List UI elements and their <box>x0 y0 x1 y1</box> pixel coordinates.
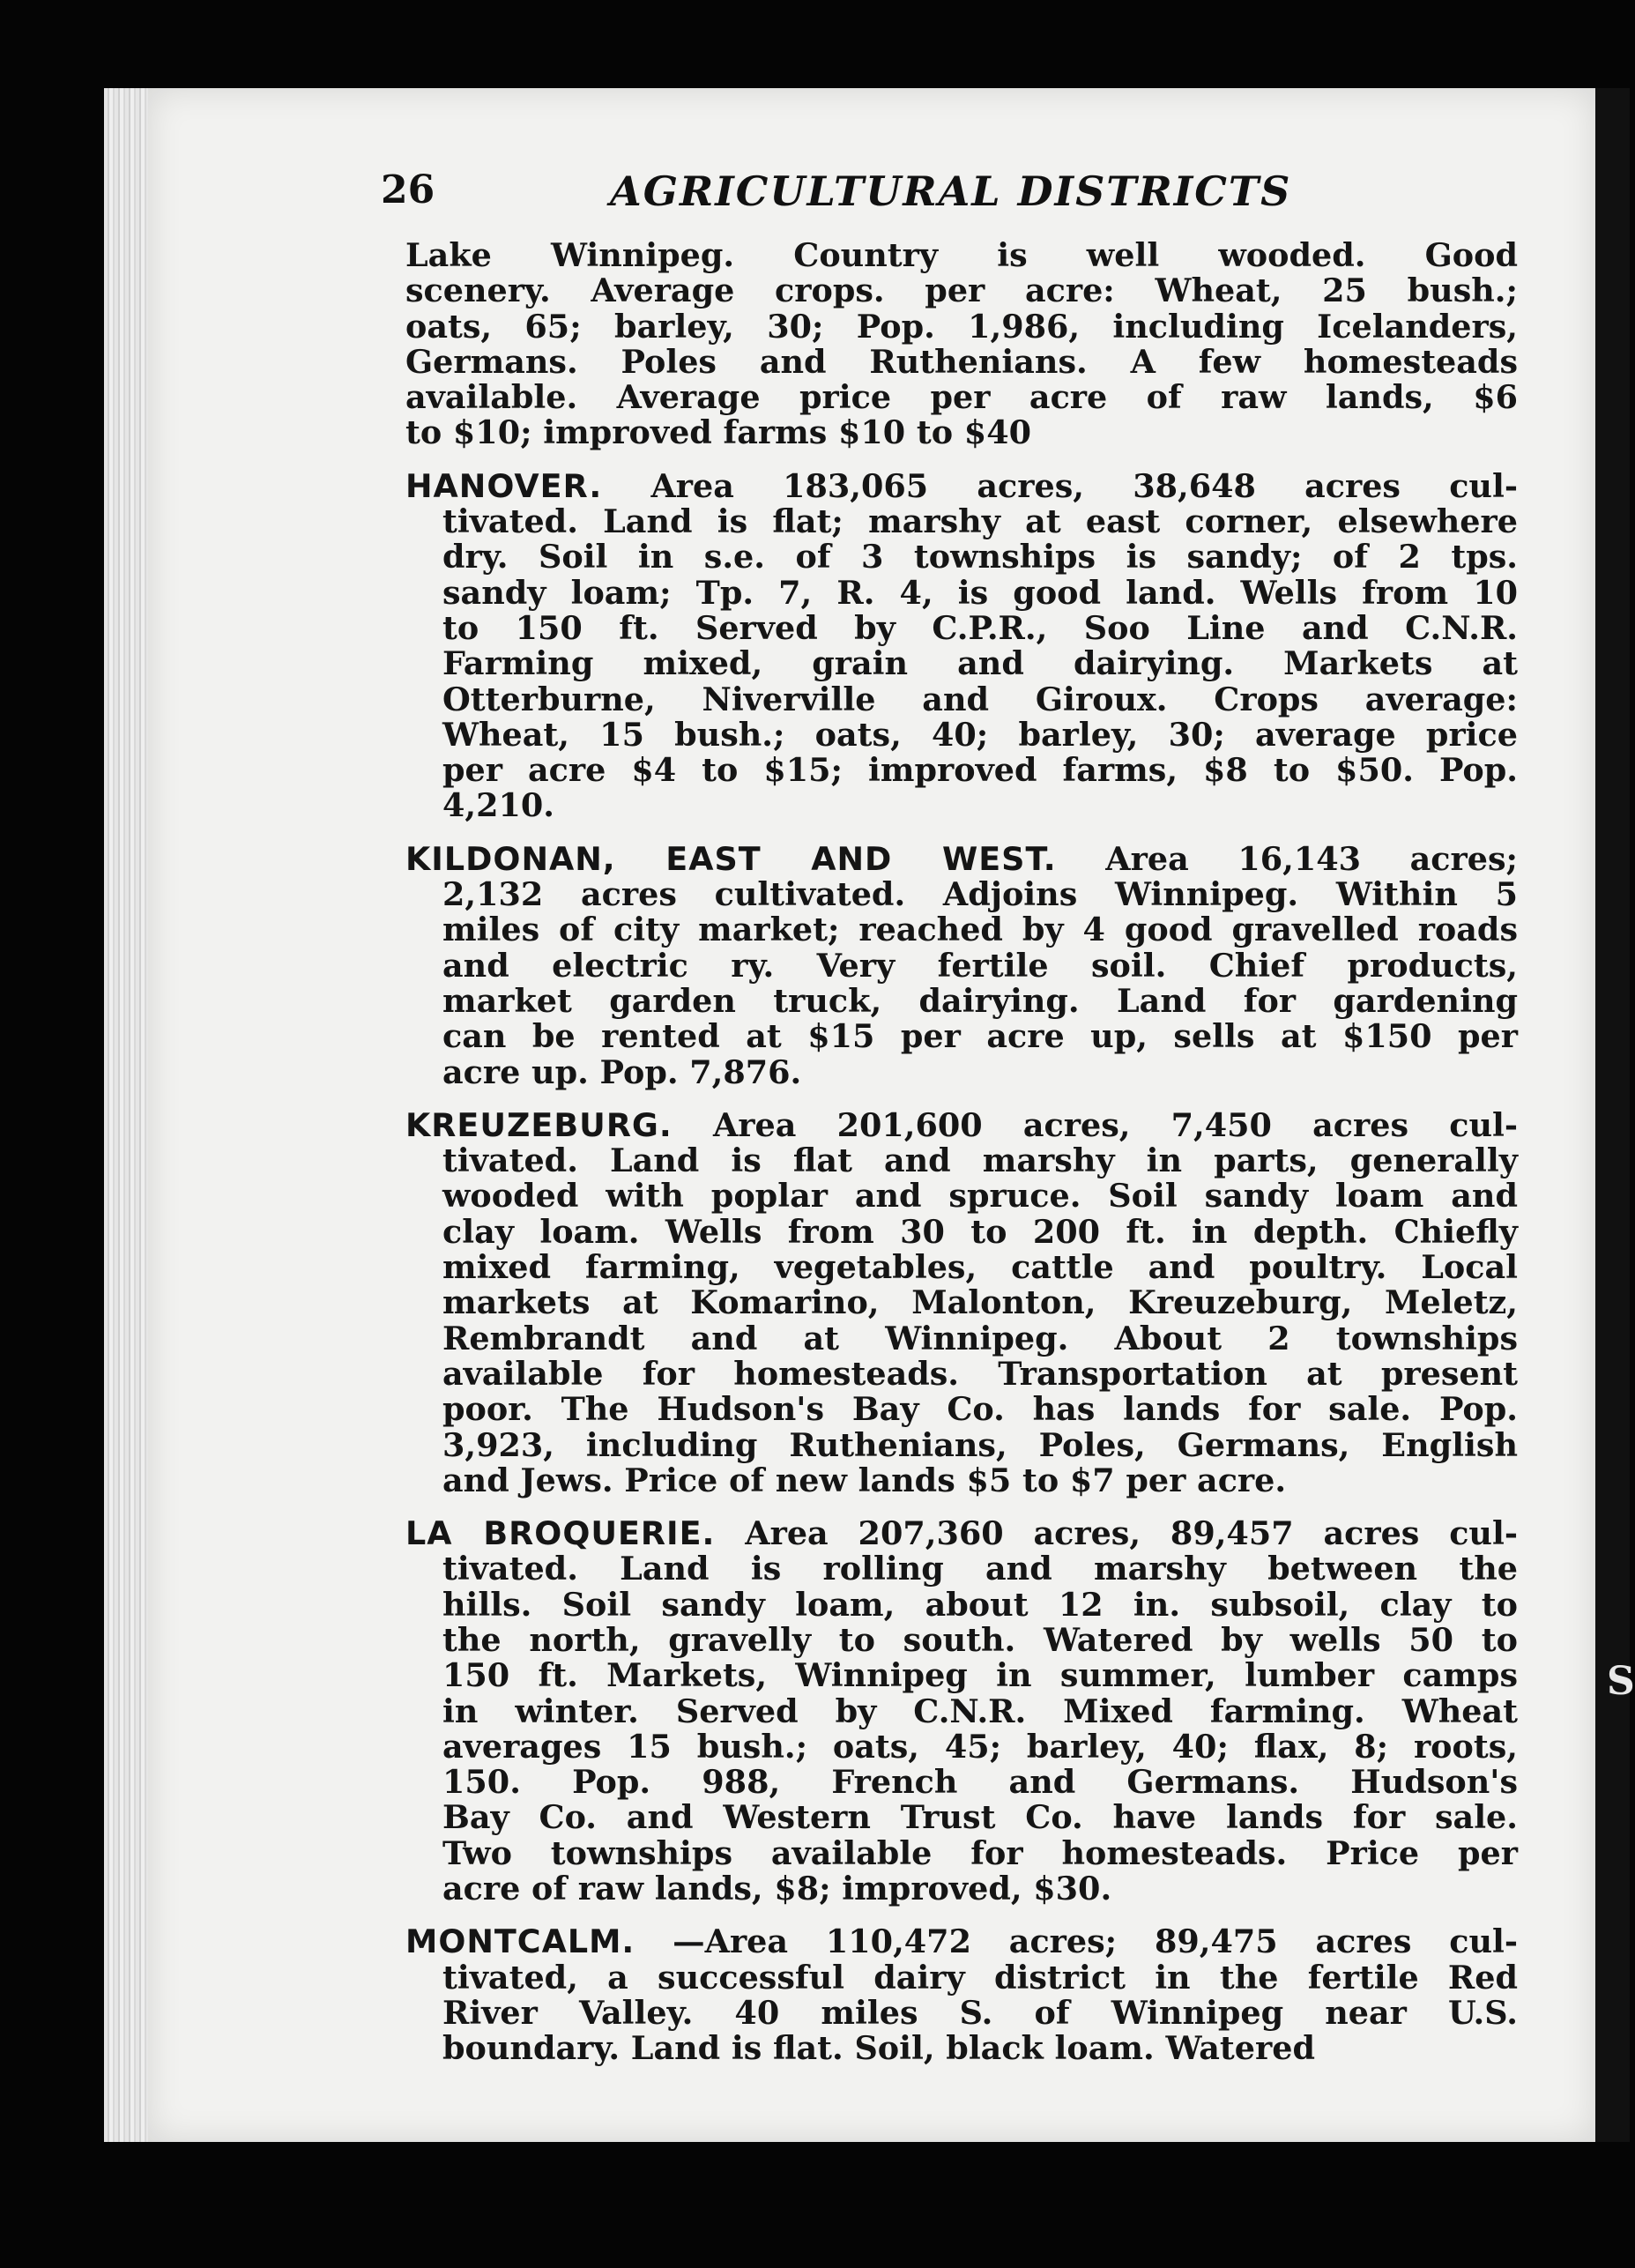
text-line: per acre $4 to $15; improved farms, $8 to $50. Pop. <box>442 751 1518 790</box>
text-line: River Valley. 40 miles S. of Winnipeg near U.S. <box>442 1993 1518 2032</box>
text-line: available for homesteads. Transportation at present <box>442 1354 1518 1393</box>
text-line: Rembrandt and at Winnipeg. About 2 townships <box>442 1319 1518 1357</box>
text-line <box>405 1922 1518 1961</box>
page-header <box>381 167 1315 229</box>
text-line: miles of city market; reached by 4 good gravelled roads <box>442 911 1518 949</box>
film-border-right <box>1595 88 1630 2142</box>
text-line: markets at Komarino, Malonton, Kreuzeburg, Meletz, <box>442 1283 1518 1322</box>
text-line <box>405 466 1518 505</box>
text-line: Germans. Poles and Ruthenians. A few homesteads <box>405 342 1518 381</box>
district-first-line: —Area 110,472 acres; 89,475 acres cul- <box>673 1922 1518 1961</box>
district-first-line: Area 16,143 acres; <box>1105 839 1518 878</box>
text-line: and electric ry. Very fertile soil. Chief products, <box>442 946 1518 985</box>
text-line: 3,923, including Ruthenians, Poles, Germans, English <box>442 1425 1518 1464</box>
text-line: clay loam. Wells from 30 to 200 ft. in depth. Chiefly <box>442 1212 1518 1251</box>
text-line: Farming mixed, grain and dairying. Markets at <box>442 644 1518 683</box>
text-line <box>405 1514 1518 1553</box>
district-entry <box>405 1922 1518 2068</box>
page-number: 26 <box>381 167 435 212</box>
text-line: poor. The Hudson's Bay Co. has lands for sale. Pop. <box>442 1390 1518 1429</box>
text-line: oats, 65; barley, 30; Pop. 1,986, including Icelanders, <box>405 307 1518 346</box>
text-line: tivated. Land is rolling and marshy between the <box>442 1550 1518 1588</box>
district-name: LA BROQUERIE. <box>405 1514 716 1553</box>
text-line: acre up. Pop. 7,876. <box>442 1052 802 1091</box>
text-line: averages 15 bush.; oats, 45; barley, 40; flax, 8; roots, <box>442 1727 1518 1766</box>
text-line: 150. Pop. 988, French and Germans. Hudson's <box>442 1763 1518 1802</box>
text-line: dry. Soil in s.e. of 3 townships is sandy; of 2 tps. <box>442 538 1518 576</box>
text-line: available. Average price per acre of raw lands, $6 <box>405 378 1518 417</box>
text-line: tivated. Land is flat; marshy at east corner, elsewhere <box>442 502 1518 541</box>
text-line: boundary. Land is flat. Soil, black loam. Watered <box>442 2029 1315 2068</box>
text-line: tivated, a successful dairy district in the fertile Red <box>442 1958 1518 1997</box>
text-line: acre of raw lands, $8; improved, $30. <box>442 1870 1112 1908</box>
district-first-line: Area 207,360 acres, 89,457 acres cul- <box>745 1514 1518 1553</box>
district-name: KREUZEBURG. <box>405 1105 673 1144</box>
text-line: sandy loam; Tp. 7, R. 4, is good land. Wells from 10 <box>442 573 1518 612</box>
text-line: 4,210. <box>442 786 555 825</box>
text-line: can be rented at $15 per acre up, sells at $150 per <box>442 1017 1518 1056</box>
district-name: KILDONAN, EAST AND WEST. <box>405 839 1057 878</box>
district-entry <box>405 1514 1518 1908</box>
district-name: HANOVER. <box>405 466 603 505</box>
text-line <box>405 1105 1518 1144</box>
page-body <box>405 238 1518 2085</box>
district-first-line: Area 201,600 acres, 7,450 acres cul- <box>712 1105 1518 1144</box>
text-line: hills. Soil sandy loam, about 12 in. subsoil, clay to <box>442 1585 1518 1624</box>
district-name: MONTCALM. <box>405 1922 635 1961</box>
text-line <box>405 839 1518 878</box>
text-line: 150 ft. Markets, Winnipeg in summer, lumber camps <box>442 1656 1518 1695</box>
text-line: Otterburne, Niverville and Giroux. Crops average: <box>442 680 1518 718</box>
continuation-paragraph <box>405 238 1518 451</box>
text-line: Wheat, 15 bush.; oats, 40; barley, 30; average price <box>442 715 1518 754</box>
running-head: AGRICULTURAL DISTRICTS <box>610 167 1292 215</box>
text-line: in winter. Served by C.N.R. Mixed farming. Wheat <box>442 1692 1518 1730</box>
district-entry <box>405 1105 1518 1499</box>
text-line: and Jews. Price of new lands $5 to $7 per acre. <box>442 1461 1287 1499</box>
text-line: wooded with poplar and spruce. Soil sandy loam and <box>442 1177 1518 1216</box>
text-line: mixed farming, vegetables, cattle and poultry. Local <box>442 1248 1518 1287</box>
text-line: 2,132 acres cultivated. Adjoins Winnipeg. Within 5 <box>442 875 1518 914</box>
text-line: the north, gravelly to south. Watered by wells 50 to <box>442 1620 1518 1659</box>
text-line: to 150 ft. Served by C.P.R., Soo Line and C.N.R. <box>442 608 1518 647</box>
text-line: to $10; improved farms $10 to $40 <box>405 413 1031 452</box>
film-border-left <box>0 0 106 2268</box>
text-line: market garden truck, dairying. Land for gardening <box>442 981 1518 1020</box>
text-line: tivated. Land is flat and marshy in parts, generally <box>442 1141 1518 1180</box>
page-stack-edge <box>104 88 150 2142</box>
text-line: scenery. Average crops. per acre: Wheat, 25 bush.; <box>405 271 1518 310</box>
text-line: Lake Winnipeg. Country is well wooded. Good <box>405 236 1518 274</box>
district-entry <box>405 839 1518 1091</box>
text-line: Bay Co. and Western Trust Co. have lands for sale. <box>442 1798 1518 1837</box>
text-line: Two townships available for homesteads. Price per <box>442 1833 1518 1872</box>
district-entry <box>405 466 1518 825</box>
facing-page-letter: S <box>1607 1659 1635 1704</box>
district-first-line: Area 183,065 acres, 38,648 acres cul- <box>650 466 1518 505</box>
